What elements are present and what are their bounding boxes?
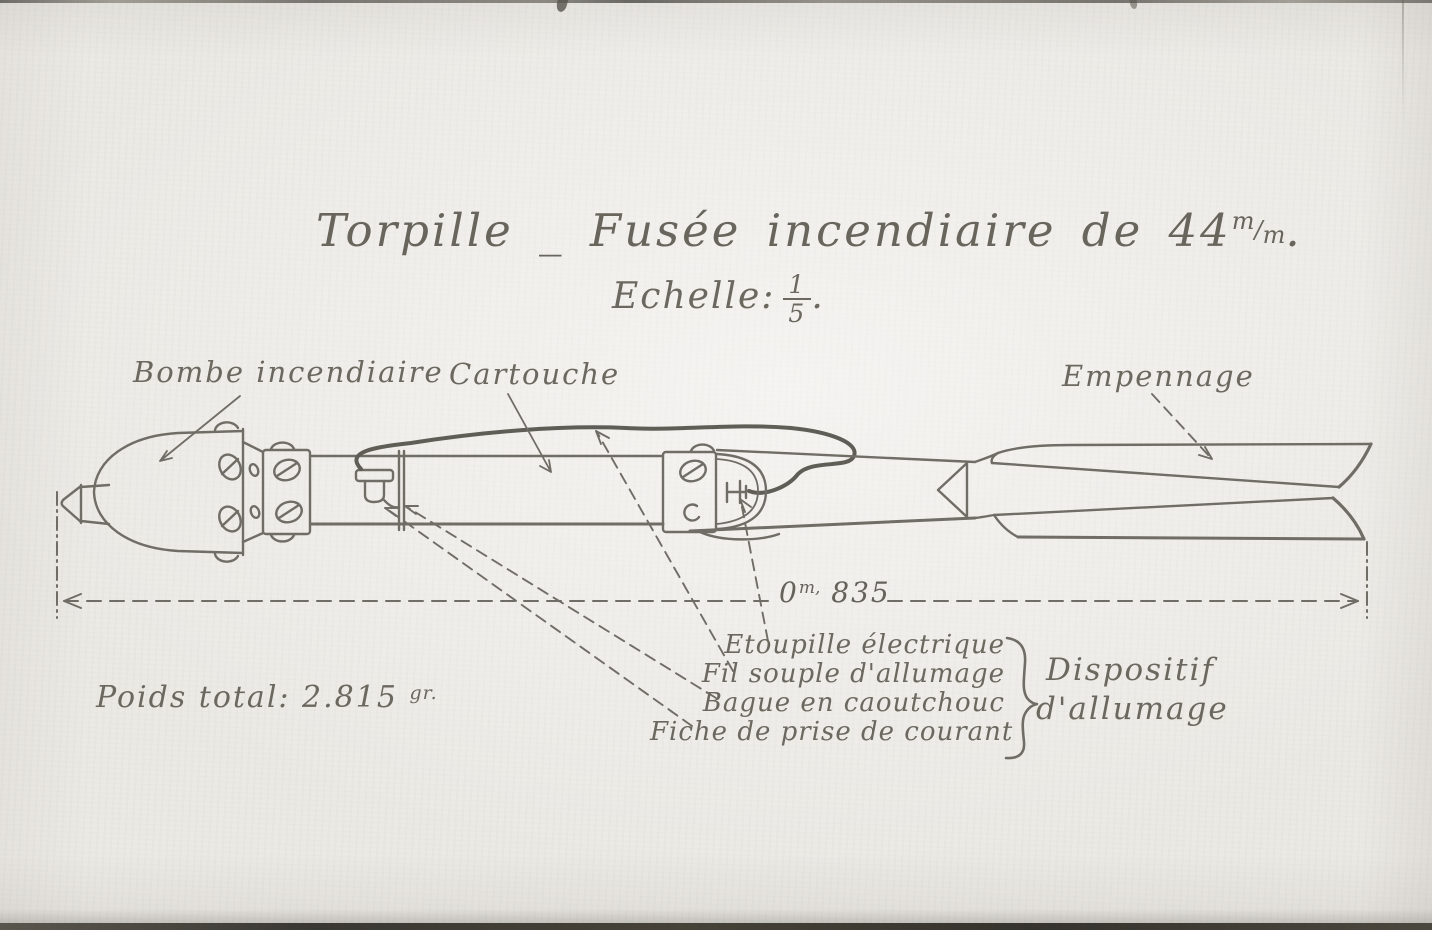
label-fiche-courant: Fiche de prise de courant [650,717,1014,747]
fin-upper-top-edge [998,444,1371,453]
plug-body [365,481,384,502]
leader-cartouche [508,394,551,472]
current-plug [356,470,399,507]
screw-slot [277,463,297,476]
fin-lower-bottom-edge [1018,537,1364,539]
group-label-line1: Dispositif [1046,652,1215,688]
fin-lower-tip [994,515,1018,537]
scale-note: Echelle: $\frac{1}{5}$ . [612,270,825,328]
ignition-group-label [1036,651,1229,729]
label-bombe-incendiaire: Bombe incendiaire [133,355,444,389]
total-weight-note: Poids total: 2.815 $^{gr.}$ [96,680,438,715]
leader-empennage [1152,394,1210,457]
dome-top-lug [215,422,238,430]
leader-bombe [160,396,240,461]
label-bague-caoutchouc: Bague en caoutchouc [702,688,1005,718]
collar-screw-upper [272,456,303,483]
squib-connector [727,481,746,503]
extension-lines [57,492,1367,618]
title-unit-mm: m/m [1231,207,1286,249]
neck [243,442,263,542]
fin-upper-bottom-edge [992,463,1339,487]
screw-slot [222,459,238,474]
tail-cone [938,463,967,517]
ignition-block [663,445,716,532]
scale-label: Echelle: [612,276,776,317]
bomb-head [94,422,245,561]
rubber-ring [399,451,404,530]
group-label-line2: d'allumage [1036,691,1229,727]
block-screw [678,457,709,484]
fin-lower-trailing-curve [1333,498,1364,539]
label-empennage: Empennage [1062,359,1255,393]
label-etoupille-electrique: Etoupille électrique [724,630,1005,660]
block-mark [684,505,699,521]
label-fil-souple: Fil souple d'allumage [701,659,1005,689]
dome-outline [94,431,243,553]
dome-bottom-lug [215,554,238,562]
fin-lower-top-edge [994,498,1333,515]
collar-top-lug [271,443,294,449]
neck-hole-lower [249,505,261,519]
screw-slot [683,464,703,477]
empennage-fins [975,444,1371,539]
fin-lower-joint [975,515,994,518]
screw-slot [279,505,299,518]
plug-tail-curl [384,500,399,507]
dome-screw-lower [215,503,245,535]
fin-upper-trailing-curve [1339,444,1371,487]
screw-slot [222,511,238,526]
dome-screw-upper [215,451,245,483]
dimension-line [64,594,1358,608]
neck-hole-upper [248,463,260,477]
collar-bottom-lug [271,535,294,541]
neck-slants [243,442,263,542]
dimension-label: $0^{m,}$ 835 [779,576,891,609]
block-top-lug [691,445,714,451]
plug-cap [356,470,393,481]
drawing-title: Torpille _ Fusée incendiaire de 44m/m. [316,204,1303,257]
collar-band [263,443,310,542]
scale-fraction: $\frac{1}{5}$ [783,272,811,326]
nose-cone [62,486,81,522]
collar-screw-lower [274,498,305,525]
ignition-labels-list [650,630,1014,747]
title-text: Torpille _ Fusée incendiaire de 44 [316,204,1232,257]
tail-bottom-edge [690,518,975,531]
label-cartouche: Cartouche [449,357,621,391]
